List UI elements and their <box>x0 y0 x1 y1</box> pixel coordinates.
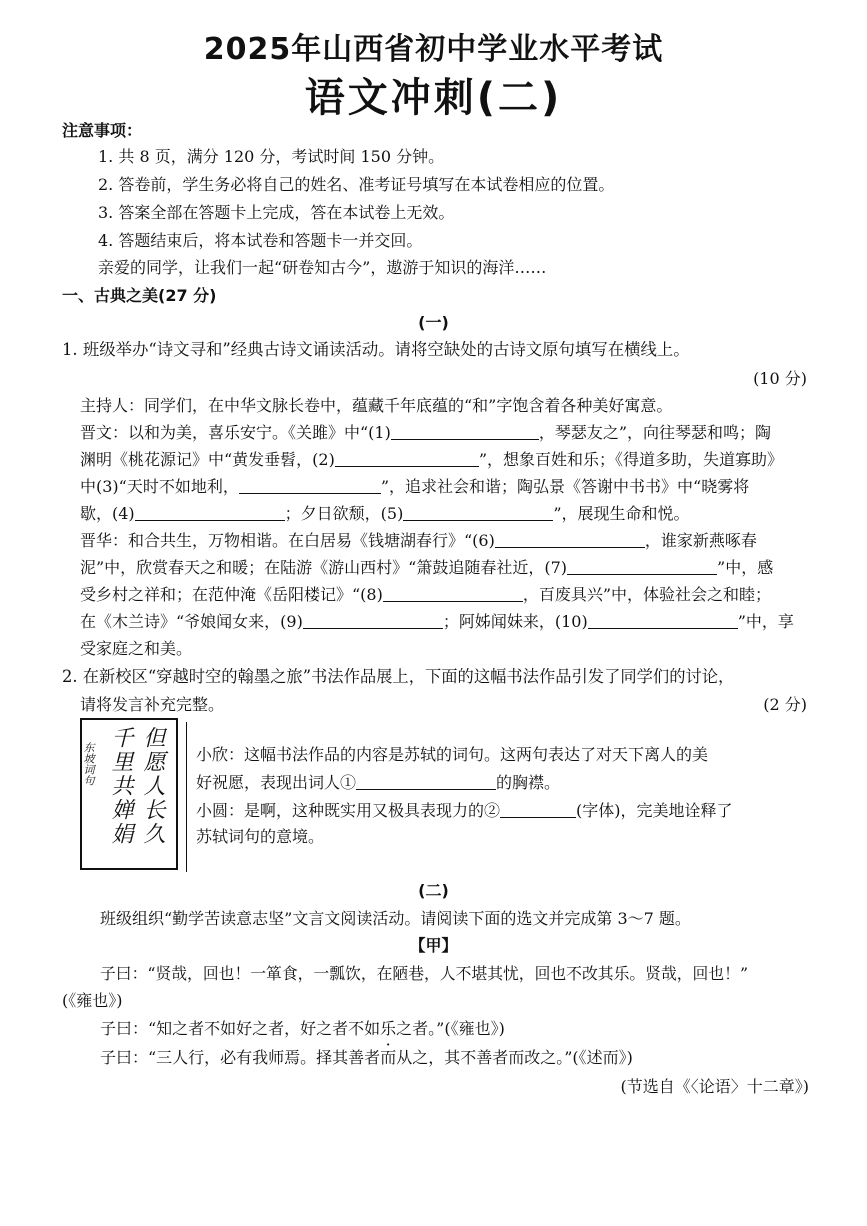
answer-blank-11[interactable] <box>356 773 496 790</box>
answer-blank-1[interactable] <box>391 423 539 440</box>
part-2-intro: 班级组织“勤学苦读意志坚”文言文阅读活动。请阅读下面的选文并完成第 3～7 题。 <box>100 909 691 928</box>
passage-label-jia: 【甲】 <box>409 936 458 955</box>
question-2-stem: 请将发言补充完整。 <box>80 695 225 714</box>
passage-line: 子曰：“三人行，必有我师焉。择其善者而从之，其不善者而改之。”(《述而》) <box>100 1048 633 1067</box>
answer-blank-3[interactable] <box>239 477 381 494</box>
q1-line: 歇，(4) ；夕日欲颓，(5) ”，展现生命和悦。 <box>80 504 690 523</box>
answer-blank-12[interactable] <box>500 801 576 818</box>
answer-blank-5[interactable] <box>403 504 553 521</box>
calligraphy-column-1: 但愿人长久 <box>140 726 165 846</box>
divider <box>186 722 187 872</box>
q1-line: 中(3)“天时不如地利， ”，追求社会和谐；陶弘景《答谢中书书》中“晓雾将 <box>80 477 750 496</box>
dialogue-line: 好祝愿，表现出词人① 的胸襟。 <box>196 773 561 792</box>
note-item: 2. 答卷前，学生务必将自己的姓名、准考证号填写在本试卷相应的位置。 <box>98 175 615 194</box>
q1-line: 渊明《桃花源记》中“黄发垂髫，(2) ”，想象百姓和乐；《得道多助，失道寡助》 <box>80 450 784 469</box>
dialogue-line: 苏轼词句的意境。 <box>196 827 325 846</box>
part-label: (一) <box>418 313 449 332</box>
passage-line: (《雍也》) <box>62 991 123 1010</box>
exam-title: 2025年山西省初中学业水平考试 <box>203 32 664 67</box>
notes-heading: 注意事项： <box>62 121 143 140</box>
calligraphy-signature: 东坡词句 <box>82 742 95 786</box>
calligraphy-artwork <box>80 718 178 870</box>
greeting: 亲爱的同学，让我们一起“研卷知古今”，遨游于知识的海洋…… <box>98 258 547 277</box>
q1-line: 晋文：以和为美，喜乐安宁。《关雎》中“(1) ，琴瑟友之”，向往琴瑟和鸣；陶 <box>80 423 772 442</box>
question-2-stem: 2. 在新校区“穿越时空的翰墨之旅”书法作品展上，下面的这幅书法作品引发了同学们的讨论， <box>62 667 735 686</box>
question-1-stem: 1. 班级举办“诗文寻和”经典古诗文诵读活动。请将空缺处的古诗文原句填写在横线上。 <box>62 340 690 359</box>
dialogue-line: 小欣：这幅书法作品的内容是苏轼的词句。这两句表达了对天下离人的美 <box>196 745 709 764</box>
question-1-score: (10 分) <box>753 369 807 388</box>
answer-blank-8[interactable] <box>383 585 523 602</box>
q1-line: 在《木兰诗》“爷娘闻女来，(9) ；阿姊闻妹来，(10) ”中，享 <box>80 612 794 631</box>
q1-line: 泥”中，欣赏春天之和暖；在陆游《游山西村》“箫鼓追随春社近，(7) ”中，感 <box>80 558 774 577</box>
passage-line: 子曰：“贤哉，回也！一箪食，一瓢饮，在陋巷，人不堪其忧，回也不改其乐。贤哉，回也！” <box>100 964 749 983</box>
q1-line: 主持人：同学们，在中华文脉长卷中，蕴藏千年底蕴的“和”字饱含着各种美好寓意。 <box>80 396 673 415</box>
q1-line: 受家庭之和美。 <box>80 639 193 658</box>
answer-blank-9[interactable] <box>303 612 443 629</box>
note-item: 1. 共 8 页，满分 120 分，考试时间 150 分钟。 <box>98 147 445 166</box>
answer-blank-6[interactable] <box>495 531 645 548</box>
part-label: (二) <box>418 881 449 900</box>
calligraphy-column-2: 千里共婵娟 <box>108 726 133 846</box>
emphasis-char: 而 <box>380 1048 397 1067</box>
question-2-score: (2 分) <box>763 695 807 714</box>
passage-line: 子曰：“知之者不如好之者，好之者不如乐之者。”(《雍也》) <box>100 1019 505 1038</box>
q1-line: 晋华：和合共生，万物相谐。在白居易《钱塘湖春行》“(6) ，谁家新燕啄春 <box>80 531 757 550</box>
answer-blank-10[interactable] <box>588 612 738 629</box>
exam-subtitle: 语文冲刺(二) <box>304 75 563 121</box>
answer-blank-4[interactable] <box>135 504 285 521</box>
note-item: 3. 答案全部在答题卡上完成，答在本试卷上无效。 <box>98 203 455 222</box>
dialogue-line: 小圆：是啊，这种既实用又极具表现力的② (字体)，完美地诠释了 <box>196 801 733 820</box>
answer-blank-7[interactable] <box>567 558 717 575</box>
section-heading: 一、古典之美(27 分) <box>62 286 217 305</box>
q1-line: 受乡村之祥和；在范仲淹《岳阳楼记》“(8) ，百废具兴”中，体验社会之和睦； <box>80 585 772 604</box>
answer-blank-2[interactable] <box>335 450 479 467</box>
passage-source: (节选自《〈论语〉十二章》) <box>620 1077 809 1096</box>
note-item: 4. 答题结束后，将本试卷和答题卡一并交回。 <box>98 231 423 250</box>
